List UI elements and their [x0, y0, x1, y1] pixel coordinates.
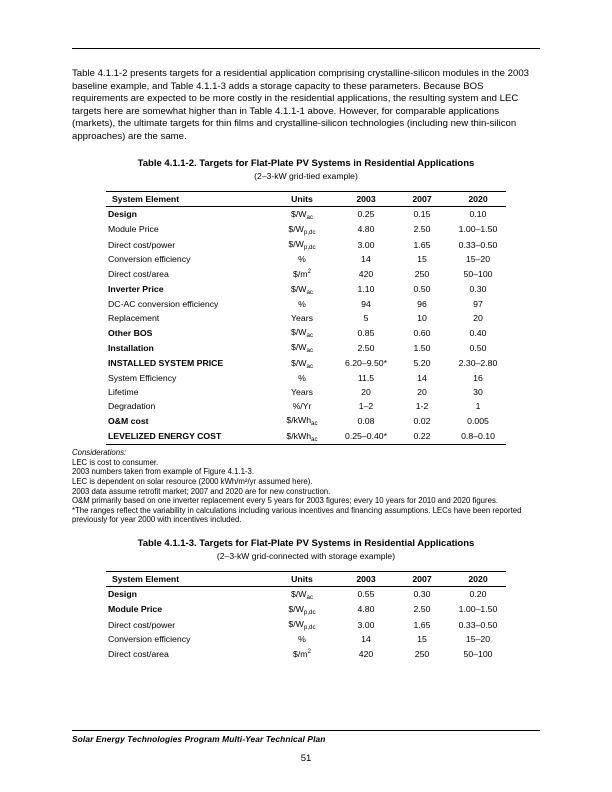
- row-value-2003: 4.80: [357, 604, 375, 615]
- row-label: Other BOS: [108, 327, 153, 338]
- col-header-system-element: System Element: [106, 192, 266, 207]
- col-header-system-element: System Element: [106, 572, 266, 587]
- col-header-2003: 2003: [338, 192, 394, 207]
- row-value-2007: 0.15: [413, 209, 431, 220]
- units-subscript: ac: [311, 420, 318, 428]
- row-value-2020: 50–100: [463, 649, 493, 660]
- row-units: %/Yr: [292, 401, 312, 412]
- row-label: Design: [108, 589, 137, 600]
- row-value-2020: 15–20: [465, 254, 491, 265]
- table-row: [106, 414, 506, 429]
- row-units: $\$/W_{p,dc}$: [288, 603, 316, 616]
- row-value-2007: 1.50: [413, 342, 431, 353]
- row-value-2020: 16: [473, 372, 483, 383]
- units-superscript: 2: [307, 648, 311, 656]
- row-value-2007: 0.22: [394, 429, 450, 445]
- table-row: [106, 602, 506, 617]
- table-row: [106, 312, 506, 326]
- row-label: Conversion efficiency: [108, 634, 191, 645]
- row-value-2003: 3.00: [357, 239, 375, 250]
- row-value-2003: 0.25: [357, 209, 375, 220]
- row-value-2003: 4.80: [357, 224, 375, 235]
- row-value-2020: 20: [473, 313, 483, 324]
- table-row: [106, 341, 506, 356]
- table-1: [106, 191, 506, 445]
- row-value-2020: 50–100: [463, 269, 493, 280]
- row-value-2007: 250: [414, 649, 430, 660]
- row-label: Direct cost/power: [108, 239, 176, 250]
- row-value-2007: 15: [417, 254, 427, 265]
- row-label: Inverter Price: [108, 284, 164, 295]
- row-units: $\$/W_{ac}$: [291, 342, 313, 355]
- row-label: Direct cost/area: [108, 269, 169, 280]
- col-header-2007: 2007: [394, 572, 450, 587]
- row-value-2020: 0.30: [469, 284, 487, 295]
- col-header-2007: 2007: [394, 192, 450, 207]
- col-header-units: Units: [266, 192, 338, 207]
- row-value-2007: 20: [417, 387, 427, 398]
- units-subscript: p,dc: [303, 228, 316, 236]
- page-number: 51: [300, 753, 312, 764]
- row-value-2007: 1.65: [413, 239, 431, 250]
- row-value-2003: 0.08: [357, 415, 375, 426]
- footer-rule: [72, 730, 540, 731]
- row-value-2020: 0.8–0.10: [450, 429, 506, 445]
- row-label: DC-AC conversion efficiency: [108, 298, 219, 309]
- row-value-2007: 0.02: [413, 415, 431, 426]
- row-value-2007: 2.50: [413, 224, 431, 235]
- row-label: Direct cost/power: [108, 619, 176, 630]
- row-label: Direct cost/area: [108, 649, 169, 660]
- row-label: Module Price: [108, 224, 159, 235]
- units-subscript: ac: [306, 347, 313, 355]
- header-rule: [72, 48, 540, 49]
- row-units: %: [298, 634, 306, 645]
- units-subscript: p,dc: [303, 608, 316, 616]
- units-subscript: ac: [306, 288, 313, 296]
- col-header-units: Units: [266, 572, 338, 587]
- consideration-note: 2003 numbers taken from example of Figure 4.1.1-3.: [72, 467, 255, 477]
- table-row: [106, 633, 506, 647]
- row-label: Installation: [108, 342, 154, 353]
- row-units: %: [298, 298, 306, 309]
- col-header-2003: 2003: [338, 572, 394, 587]
- row-value-2020: 15–20: [465, 634, 491, 645]
- units-subscript: ac: [306, 213, 313, 221]
- row-value-2020: 1.00–1.50: [458, 604, 498, 615]
- table-row: [106, 326, 506, 341]
- row-value-2007: 0.60: [413, 327, 431, 338]
- row-value-2003: 20: [361, 387, 371, 398]
- row-units: $\$/W_{ac}$: [291, 357, 313, 370]
- row-value-2020: 0.10: [469, 209, 487, 220]
- row-label: System Efficiency: [108, 372, 177, 383]
- row-label: O&M cost: [108, 415, 149, 426]
- row-value-2020: 0.40: [469, 327, 487, 338]
- row-units: %: [298, 372, 306, 383]
- table-2-subtitle: (2–3-kW grid-connected with storage example): [216, 551, 396, 561]
- table-row: [106, 429, 506, 445]
- units-subscript: ac: [311, 435, 318, 443]
- row-value-2003: 2.50: [357, 342, 375, 353]
- table-row: [106, 267, 506, 282]
- row-label: Replacement: [108, 313, 160, 324]
- row-value-2003: 14: [361, 634, 371, 645]
- row-value-2007: 0.50: [413, 284, 431, 295]
- row-units: $\$/W_{ac}$: [291, 588, 313, 601]
- col-header-2020: 2020: [450, 572, 506, 587]
- row-value-2007: 96: [417, 298, 427, 309]
- row-value-2007: 14: [417, 372, 427, 383]
- table-2: [106, 571, 506, 662]
- row-label: INSTALLED SYSTEM PRICE: [108, 358, 224, 369]
- row-value-2003: 1–2: [358, 401, 374, 412]
- units-superscript: 2: [307, 268, 311, 276]
- table-row: [106, 238, 506, 253]
- table-1-title: Table 4.1.1-2. Targets for Flat-Plate PV Systems in Residential Applications: [137, 158, 475, 169]
- considerations-header: Considerations:: [72, 448, 127, 458]
- row-value-2007: 250: [414, 269, 430, 280]
- row-value-2020: 0.33–0.50: [458, 619, 498, 630]
- row-value-2003: 0.85: [357, 327, 375, 338]
- row-units: $\$/W_{p,dc}$: [288, 239, 316, 252]
- col-header-2020: 2020: [450, 192, 506, 207]
- row-value-2007: 1.65: [413, 619, 431, 630]
- row-units: $/kWh$_{ac}$: [286, 415, 318, 428]
- row-units: $/kWh$_{ac}$: [266, 429, 338, 445]
- consideration-note: O&M primarily based on one inverter replacement every 5 years for 2003 figures; every 10 years for 2010 and 2020 figures.: [72, 496, 499, 506]
- units-subscript: ac: [306, 362, 313, 370]
- row-value-2003: 94: [361, 298, 371, 309]
- row-value-2003: 0.55: [357, 589, 375, 600]
- table-1-block: [72, 158, 540, 525]
- row-value-2020: 30: [473, 387, 483, 398]
- row-value-2003: 3.00: [357, 619, 375, 630]
- table-2-title: Table 4.1.1-3. Targets for Flat-Plate PV Systems in Residential Applications: [137, 538, 475, 549]
- table-row: [106, 282, 506, 297]
- table-row: [106, 253, 506, 267]
- table-1-header-row: [106, 192, 506, 207]
- table-row: [106, 618, 506, 633]
- consideration-note: LEC is cost to consumer.: [72, 457, 159, 467]
- row-value-2007: 1-2: [415, 401, 429, 412]
- units-subscript: p,dc: [303, 244, 316, 252]
- row-label: Module Price: [108, 604, 163, 615]
- row-value-2020: 0.20: [469, 589, 487, 600]
- table-row: [106, 385, 506, 399]
- row-units: %: [298, 254, 306, 265]
- row-value-2003: 6.20–9.50*: [344, 358, 388, 369]
- footer-title: Solar Energy Technologies Program Multi-Year Technical Plan: [72, 734, 326, 744]
- table-row: [106, 297, 506, 311]
- units-subscript: ac: [306, 593, 313, 601]
- row-value-2003: 420: [358, 649, 374, 660]
- row-value-2007: 5.20: [413, 358, 431, 369]
- consideration-note: 2003 data assume retrofit market; 2007 and 2020 are for new construction.: [72, 486, 331, 496]
- table-row: [106, 356, 506, 371]
- row-value-2007: 15: [417, 634, 427, 645]
- row-value-2020: 0.50: [469, 342, 487, 353]
- row-value-2020: 2.30–2.80: [458, 358, 498, 369]
- table-row: [106, 587, 506, 603]
- row-label: LEVELIZED ENERGY COST: [106, 429, 266, 445]
- row-units: $\$/W_{ac}$: [291, 283, 313, 296]
- table-row: [106, 400, 506, 414]
- row-units: Years: [291, 313, 313, 324]
- row-value-2003: 1.10: [357, 284, 375, 295]
- table-row: [106, 207, 506, 223]
- consideration-note: LEC is dependent on solar resource (2000 kWh/m²/yr assumed here).: [72, 476, 313, 486]
- row-value-2020: 97: [473, 298, 483, 309]
- row-value-2007: 10: [417, 313, 427, 324]
- intro-paragraph: Table 4.1.1-2 presents targets for a residential application comprising crystalline-silicon modules in the 2003 baseline example, and Table 4.1.1-3 adds a storage capacity to these parameters. Because BOS requirements are expected to be more costly in the residential applications, the resulting system and LEC targets here are somewhat higher than in Table 4.1.1-1 above. However, for comparable applications (markets), the ultimate targets for thin films and crystalline-silicon technologies (including new thin-silicon approaches) are the same.: [72, 68, 530, 142]
- row-value-2020: 0.005: [467, 415, 489, 426]
- row-units: $\$/W_{p,dc}$: [288, 619, 316, 632]
- row-value-2003: 0.25–0.40*: [338, 429, 394, 445]
- row-label: Design: [108, 209, 137, 220]
- row-units: $\$/W_{ac}$: [291, 327, 313, 340]
- table-row: [106, 222, 506, 237]
- row-units: $\$/m^2$: [293, 648, 311, 659]
- row-units: $\$/W_{p,dc}$: [288, 223, 316, 236]
- row-units: $\$/W_{ac}$: [291, 208, 313, 221]
- consideration-note: *The ranges reflect the variability in calculations including various incentives and financing assumptions. LECs have been reported previously for year 2000 with incentives included.: [72, 505, 522, 525]
- row-value-2003: 5: [363, 313, 369, 324]
- row-label: Degradation: [108, 401, 156, 412]
- row-label: Conversion efficiency: [108, 254, 191, 265]
- table-1-subtitle: (2–3-kW grid-tied example): [254, 171, 358, 181]
- row-value-2007: 0.30: [413, 589, 431, 600]
- row-label: Lifetime: [108, 387, 139, 398]
- row-units: Years: [291, 387, 313, 398]
- row-value-2020: 1: [475, 401, 481, 412]
- units-subscript: p,dc: [303, 624, 316, 632]
- row-value-2020: 1.00–1.50: [458, 224, 498, 235]
- row-value-2003: 420: [358, 269, 374, 280]
- table-row: [106, 371, 506, 385]
- table-1-considerations: [72, 448, 540, 525]
- table-2-header-row: [106, 572, 506, 587]
- row-value-2003: 11.5: [357, 372, 375, 383]
- row-value-2007: 2.50: [413, 604, 431, 615]
- row-value-2020: 0.33–0.50: [458, 239, 498, 250]
- units-subscript: ac: [306, 332, 313, 340]
- row-units: $\$/m^2$: [293, 268, 311, 279]
- table-row: [106, 647, 506, 662]
- table-2-block: [72, 538, 540, 662]
- row-value-2003: 14: [361, 254, 371, 265]
